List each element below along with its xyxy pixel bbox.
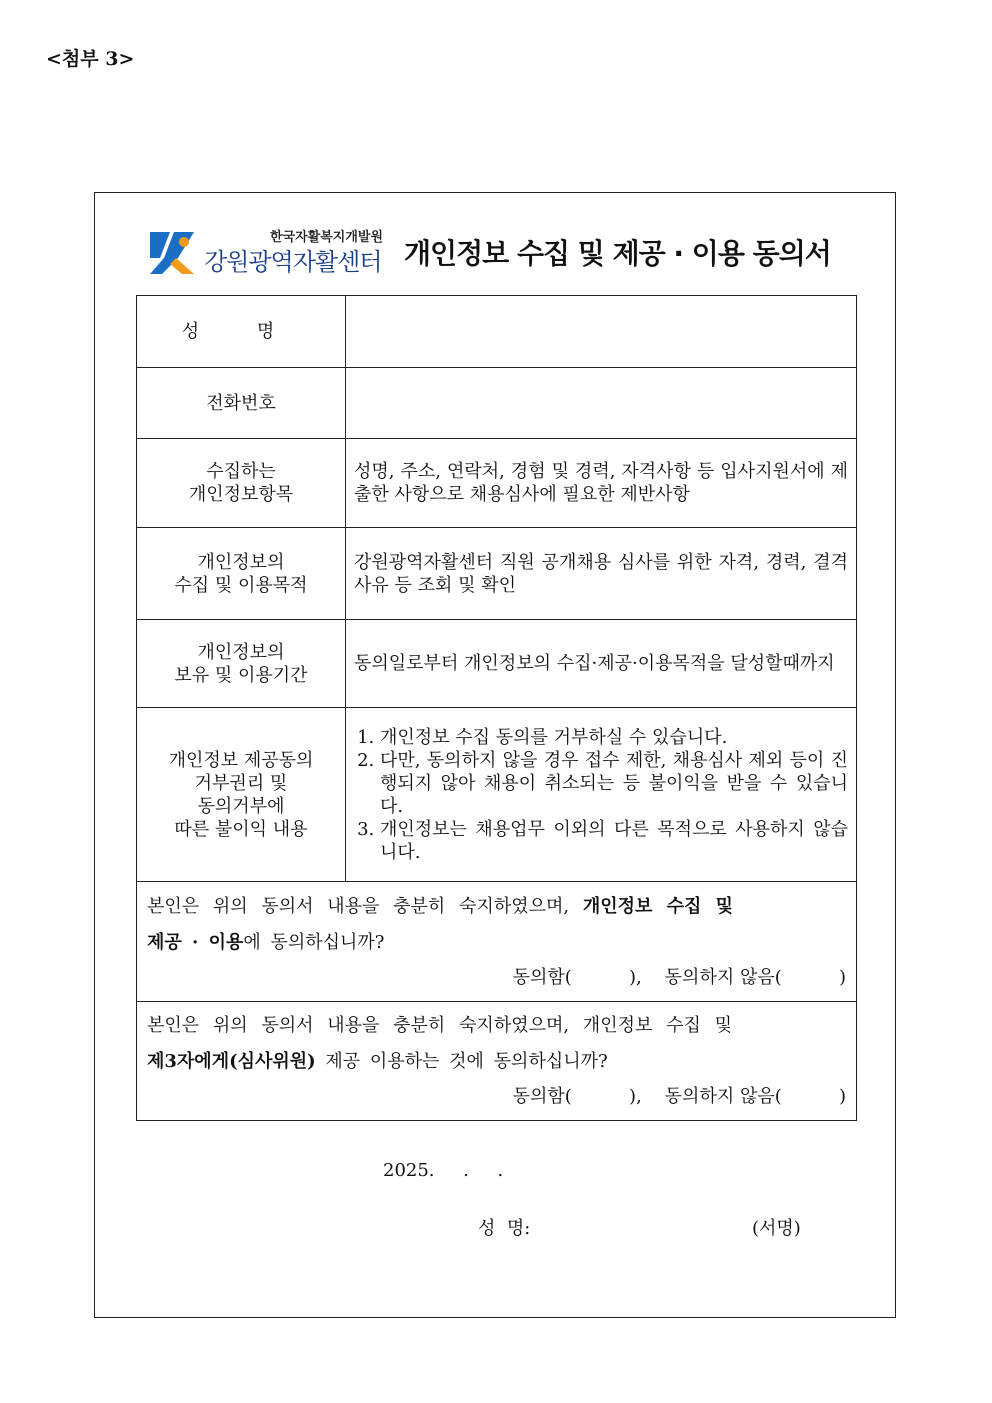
retention-value: 동의일로부터 개인정보의 수집·제공·이용목적을 달성할때까지 — [346, 620, 857, 708]
name-row — [137, 296, 857, 368]
phone-row — [137, 368, 857, 439]
org-name: 한국자활복지개발원 — [270, 230, 384, 245]
attachment-label: <첨부 3> — [46, 48, 135, 70]
name-field[interactable] — [346, 296, 857, 368]
rights-row — [137, 708, 857, 882]
signing-date: 2025. . . — [383, 1160, 504, 1181]
consent2-choices[interactable]: 동의함( ), 동의하지 않음( ) — [512, 1086, 846, 1107]
purpose-row — [137, 528, 857, 620]
signature-name-label: 성 명: — [478, 1218, 531, 1239]
document-title: 개인정보 수집 및 제공 · 이용 동의서 — [404, 237, 831, 270]
purpose-value: 강원광역자활센터 직원 공개채용 심사를 위한 자격, 경력, 결격사유 등 조회 및 확인 — [346, 528, 857, 620]
consent2-row — [137, 1002, 857, 1121]
consent1-cell: 본인은 위의 동의서 내용을 충분히 숙지하였으며, 개인정보 수집 및 제공 · 이용에 동의하십니까? 동의함( ), 동의하지 않음( ) — [137, 882, 857, 1002]
items-value: 성명, 주소, 연락처, 경험 및 경력, 자격사항 등 입사지원서에 제출한 사항으로 채용심사에 필요한 제반사항 — [346, 439, 857, 528]
consent1-row — [137, 882, 857, 1002]
consent2-question: 본인은 위의 동의서 내용을 충분히 숙지하였으며, 개인정보 수집 및 — [147, 1015, 732, 1036]
retention-row — [137, 620, 857, 708]
rights-list — [354, 726, 848, 864]
consent1-choices[interactable]: 동의함( ), 동의하지 않음( ) — [512, 966, 846, 988]
items-row — [137, 439, 857, 528]
document-header — [148, 226, 848, 278]
consent2-cell: 본인은 위의 동의서 내용을 충분히 숙지하였으며, 개인정보 수집 및 제3자에게(심사위원) 제공 이용하는 것에 동의하십니까? 동의함( ), 동의하지 않음( ) — [137, 1002, 857, 1121]
rights-item: 3. 개인정보는 채용업무 이외의 다른 목적으로 사용하지 않습니다. — [380, 818, 848, 864]
name-label: 성 명 — [137, 296, 346, 368]
consent-form-table — [136, 295, 857, 1121]
phone-label: 전화번호 — [137, 368, 346, 439]
rights-label: 개인정보 제공동의 거부권리 및 동의거부에 따른 불이익 내용 — [137, 708, 346, 882]
retention-label: 개인정보의 보유 및 이용기간 — [137, 620, 346, 708]
center-logo-icon — [148, 228, 196, 274]
consent1-question: 본인은 위의 동의서 내용을 충분히 숙지하였으며, 개인정보 수집 및 — [147, 895, 734, 917]
rights-item: 2. 다만, 동의하지 않을 경우 접수 제한, 채용심사 제외 등이 진행되지 않아 채용이 취소되는 등 불이익을 받을 수 있습니다. — [380, 749, 848, 818]
center-name: 강원광역자활센터 — [204, 248, 382, 276]
phone-field[interactable] — [346, 368, 857, 439]
rights-value — [346, 708, 857, 882]
purpose-label: 개인정보의 수집 및 이용목적 — [137, 528, 346, 620]
rights-item: 1. 개인정보 수집 동의를 거부하실 수 있습니다. — [380, 726, 848, 749]
signature-mark[interactable]: (서명) — [752, 1218, 801, 1239]
items-label: 수집하는 개인정보항목 — [137, 439, 346, 528]
